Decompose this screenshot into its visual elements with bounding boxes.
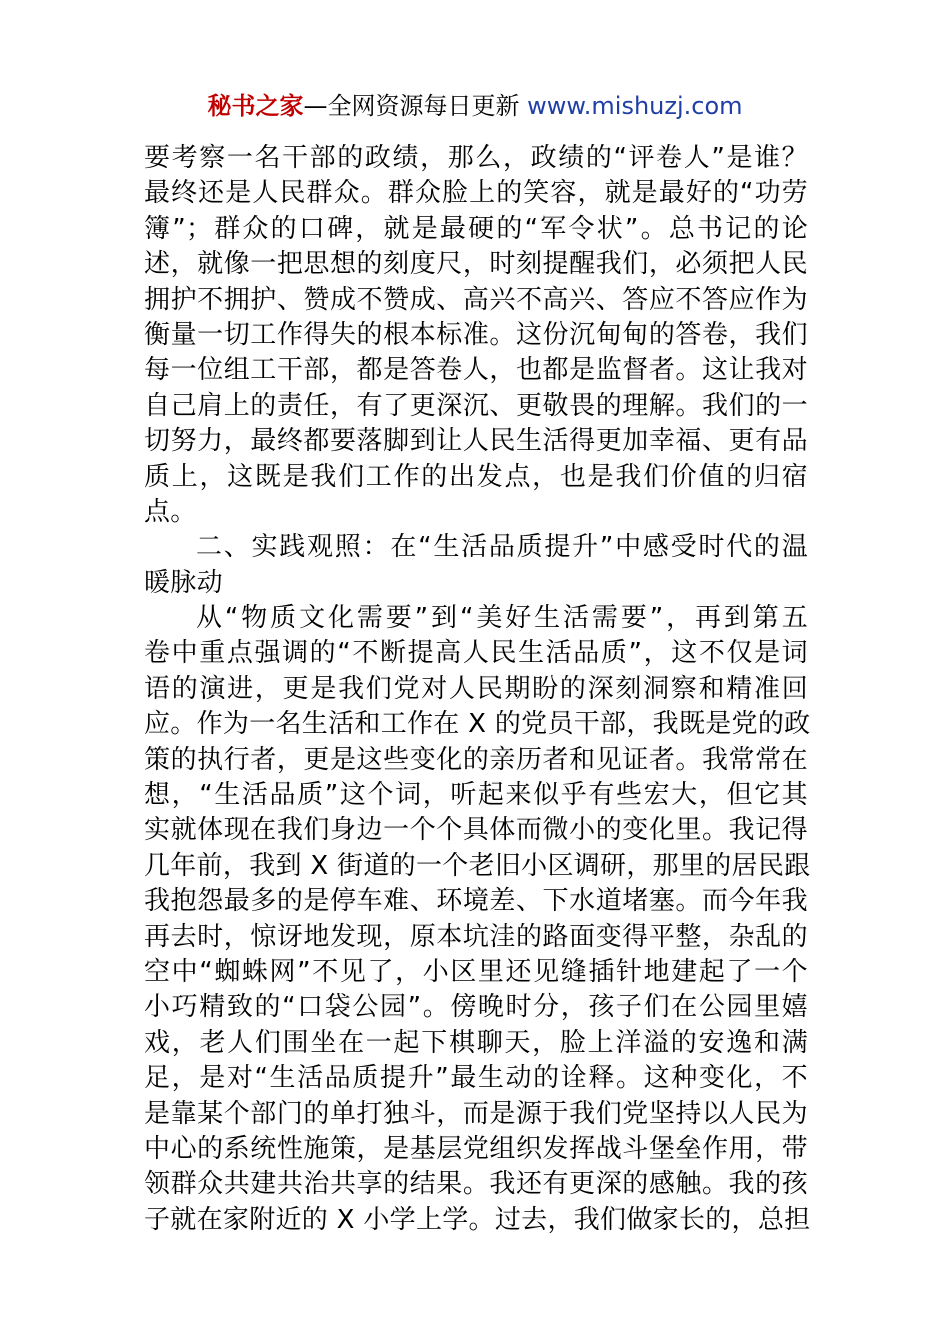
paragraph-line: 子就在家附近的 X 小学上学。过去，我们做家长的，总担 (144, 1204, 811, 1235)
section-heading-line: 暖脉动 (144, 567, 223, 598)
paragraph-line: 簿”；群众的口碑，就是最硬的“军令状”。总书记的论 (144, 213, 808, 244)
paragraph-line: 是靠某个部门的单打独斗，而是源于我们党坚持以人民为 (144, 1098, 808, 1129)
site-banner (0, 90, 950, 122)
paragraph-line: 质上，这既是我们工作的出发点，也是我们价值的归宿 (144, 461, 808, 492)
paragraph-line: 应。作为一名生活和工作在 X 的党员干部，我既是党的政 (144, 709, 811, 740)
paragraph-line: 拥护不拥护、赞成不赞成、高兴不高兴、答应不答应作为 (144, 284, 808, 315)
document-body (144, 141, 811, 1238)
paragraph-line: 语的演进，更是我们党对人民期盼的深刻洞察和精准回 (144, 673, 808, 704)
paragraph-line: 从“物质文化需要”到“美好生活需要”，再到第五 (196, 603, 808, 634)
paragraph-line: 戏，老人们围坐在一起下棋聊天，脸上洋溢的安逸和满 (144, 1027, 808, 1058)
paragraph-line: 我抱怨最多的是停车难、环境差、下水道堵塞。而今年我 (144, 886, 808, 917)
site-url-link[interactable]: www.mishuzj.com (527, 92, 743, 120)
paragraph-line: 实就体现在我们身边一个个具体而微小的变化里。我记得 (144, 815, 808, 846)
paragraph-line: 小巧精致的“口袋公园”。傍晚时分，孩子们在公园里嬉 (144, 992, 808, 1023)
paragraph-line: 中心的系统性施策，是基层党组织发挥战斗堡垒作用，带 (144, 1133, 808, 1164)
paragraph-line: 述，就像一把思想的刻度尺，时刻提醒我们，必须把人民 (144, 249, 808, 280)
paragraph-line: 自己肩上的责任，有了更深沉、更敬畏的理解。我们的一 (144, 390, 808, 421)
paragraph-line: 想，“生活品质”这个词，听起来似乎有些宏大，但它其 (144, 780, 808, 811)
paragraph-line: 每一位组工干部，都是答卷人，也都是监督者。这让我对 (144, 355, 808, 386)
paragraph-line: 卷中重点强调的“不断提高人民生活品质”，这不仅是词 (144, 638, 808, 669)
paragraph-line: 几年前，我到 X 街道的一个老旧小区调研，那里的居民跟 (144, 850, 811, 881)
paragraph-line: 切努力，最终都要落脚到让人民生活得更加幸福、更有品 (144, 426, 808, 457)
paragraph-line: 空中“蜘蛛网”不见了，小区里还见缝插针地建起了一个 (144, 956, 808, 987)
paragraph-line: 衡量一切工作得失的根本标准。这份沉甸甸的答卷，我们 (144, 319, 808, 350)
site-brand: 秘书之家 (207, 92, 304, 120)
site-tagline: —全网资源每日更新 (303, 92, 528, 120)
paragraph-line: 领群众共建共治共享的结果。我还有更深的感触。我的孩 (144, 1169, 808, 1200)
paragraph-line: 再去时，惊讶地发现，原本坑洼的路面变得平整，杂乱的 (144, 921, 808, 952)
paragraph-line: 点。 (144, 496, 197, 527)
paragraph-line: 策的执行者，更是这些变化的亲历者和见证者。我常常在 (144, 744, 808, 775)
paragraph-line: 最终还是人民群众。群众脸上的笑容，就是最好的“功劳 (144, 178, 808, 209)
paragraph-line: 足，是对“生活品质提升”最生动的诠释。这种变化，不 (144, 1063, 808, 1094)
section-heading-line: 二、实践观照：在“生活品质提升”中感受时代的温 (196, 532, 808, 563)
paragraph-line: 要考察一名干部的政绩，那么，政绩的“评卷人”是谁？ (144, 143, 808, 173)
